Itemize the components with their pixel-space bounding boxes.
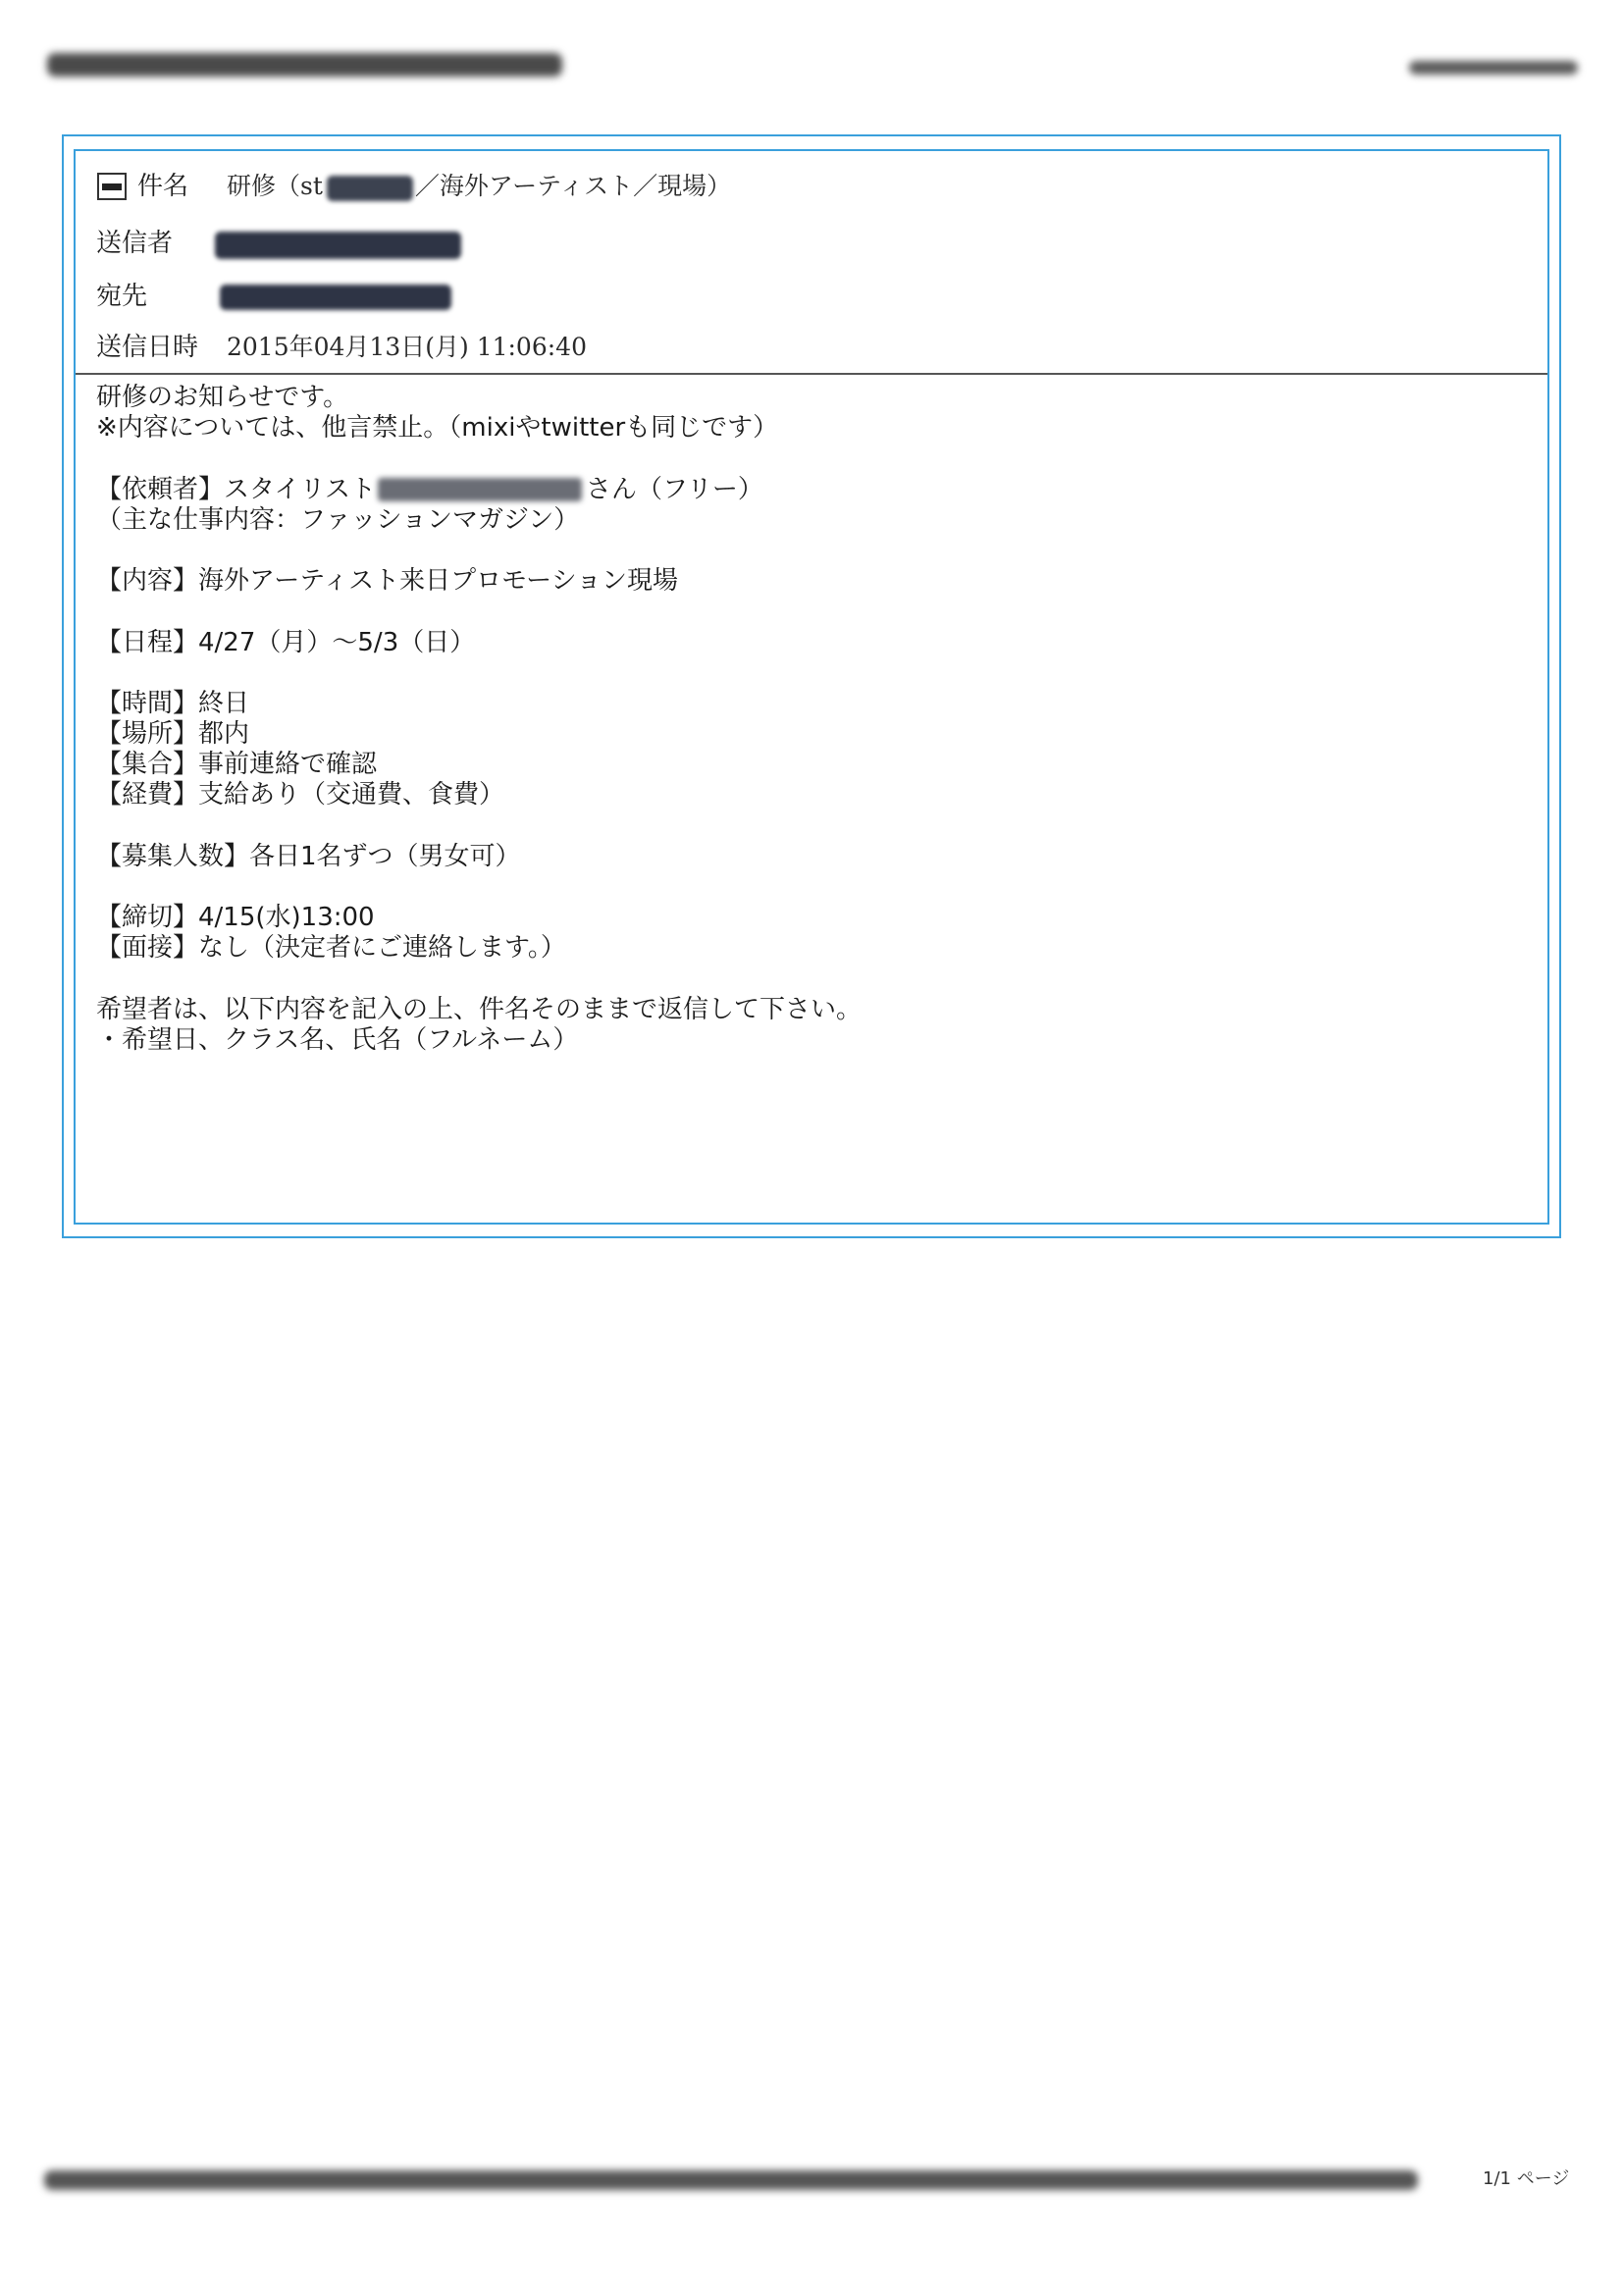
- collapse-minus-icon[interactable]: [97, 173, 127, 200]
- print-footer-url-redacted: [44, 2170, 1418, 2190]
- detail-line: 【経費】支給あり（交通費、食費）: [96, 780, 505, 810]
- subject-value-suffix: ／海外アーティスト／現場）: [414, 172, 732, 200]
- recruit-count-line: 【募集人数】各日1名ずつ（男女可）: [96, 841, 521, 871]
- requester-note: （主な仕事内容：ファッションマガジン）: [96, 504, 580, 535]
- print-header-meta-redacted: [1409, 61, 1578, 75]
- sender-label: 送信者: [96, 229, 174, 258]
- requester-line: [96, 475, 1528, 505]
- message-body: [96, 383, 1528, 1086]
- detail-line: 【場所】都内: [96, 719, 250, 750]
- instruction-line: 希望者は、以下内容を記入の上、件名そのままで返信して下さい。: [96, 994, 863, 1024]
- requester-redacted-block: [378, 478, 582, 501]
- subject-value: [227, 171, 731, 202]
- deadline-line: 【締切】4/15(水)13:00: [96, 903, 375, 933]
- sent-date-value: 2015年04月13日(月) 11:06:40: [227, 333, 587, 361]
- body-paragraph-requester: [96, 475, 1528, 536]
- body-line: 研修のお知らせです。: [96, 383, 349, 412]
- detail-line: 【集合】事前連絡で確認: [96, 750, 378, 780]
- email-frame: [74, 149, 1549, 1225]
- interview-line: 【面接】なし（決定者にご連絡します。）: [96, 933, 566, 964]
- body-paragraph-recruit: [96, 842, 1528, 872]
- recipient-label: 宛先: [96, 282, 148, 311]
- recipient-redacted-block: [220, 285, 451, 310]
- body-line: ※内容については、他言禁止。（mixiやtwitterも同じです）: [96, 413, 779, 444]
- minus-bar: [102, 183, 122, 190]
- sent-date-label: 送信日時: [96, 333, 199, 362]
- header-body-divider: [76, 373, 1547, 375]
- body-paragraph-intro: [96, 383, 1528, 444]
- schedule-line: 【日程】4/27（月）～5/3（日）: [96, 627, 476, 657]
- instruction-line: ・希望日、クラス名、氏名（フルネーム）: [96, 1024, 579, 1055]
- print-header-title-redacted: [47, 53, 562, 77]
- body-paragraph-schedule: [96, 628, 1528, 658]
- body-paragraph-content: [96, 566, 1528, 597]
- subject-label: 件名: [137, 172, 189, 201]
- page-indicator: 1/1 ページ: [1483, 2168, 1570, 2189]
- requester-suffix: さん（フリー）: [585, 474, 763, 504]
- body-paragraph-instructions: [96, 995, 1528, 1056]
- requester-prefix: 【依頼者】スタイリスト: [96, 474, 376, 504]
- sender-redacted-block: [215, 232, 461, 259]
- subject-value-prefix: 研修（st: [227, 172, 323, 200]
- body-paragraph-details: [96, 689, 1528, 811]
- content-line: 【内容】海外アーティスト来日プロモーション現場: [96, 566, 679, 597]
- detail-line: 【時間】終日: [96, 688, 250, 718]
- subject-redacted-block: [327, 176, 413, 201]
- body-paragraph-deadline: [96, 903, 1528, 964]
